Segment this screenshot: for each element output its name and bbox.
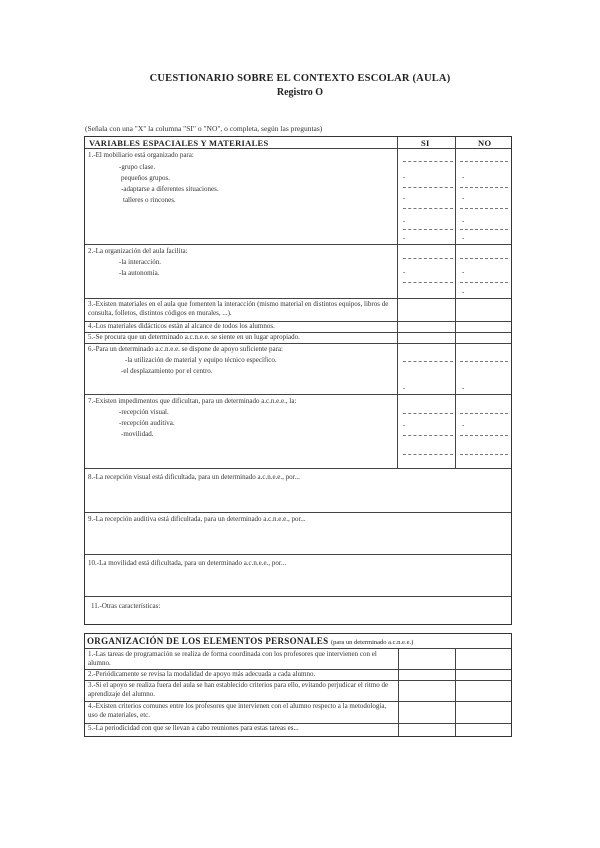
answer-line[interactable] [460, 454, 508, 455]
question-7: 7.-Existen impedimentos que dificultan, para un determinado a.c.n.e.e., la: [88, 397, 297, 405]
answer-line[interactable] [403, 229, 453, 230]
answer-line[interactable] [403, 187, 453, 188]
s2-question-3: 3.-Si el apoyo se realiza fuera del aula se han establecido criterios para ello, evitando perjudicar el ritmo de aprendizaje del alumno. [88, 681, 389, 698]
q6-option-1: -la utilización de material y equipo técnico específico. [125, 356, 277, 364]
answer-line[interactable] [403, 282, 453, 283]
question-3: 3.-Existen materiales en el aula que fomenten la interacción (mismo material en distintos equipos, libros de consulta, folletos, distintos códigos en murales, ...). [88, 300, 389, 318]
answer-line[interactable] [460, 258, 508, 259]
s2-question-2: 2.-Periódicamente se revisa la modalidad de apoyo más adecuada a cada alumno. [88, 670, 316, 678]
q2-option-2: -la autonomía. [119, 269, 160, 277]
s2-question-5: 5.-La periodicidad con que se llevan a cabo reuniones para estas tareas es... [88, 724, 299, 732]
q1-option-1: -grupo clase. [119, 163, 156, 171]
answer-line[interactable] [403, 435, 453, 436]
question-10: 10.-La movilidad está dificultada, para un determinado a.c.n.e.e., por... [88, 559, 287, 567]
q1-option-4: talleres o rincones. [123, 196, 176, 204]
answer-line[interactable] [403, 258, 453, 259]
page-subtitle: Registro O [276, 87, 324, 98]
answer-line[interactable] [460, 229, 508, 230]
q2-option-1: -la interacción. [119, 258, 161, 266]
question-11: 11.-Otras características: [91, 602, 161, 610]
answer-line[interactable] [460, 161, 508, 162]
s2-question-4: 4.-Existen criterios comunes entre los profesores que intervienen con el alumno respecto a la metodología, uso de materiales, etc. [88, 702, 387, 719]
answer-line[interactable] [403, 413, 453, 414]
q7-option-3: -movilidad. [121, 430, 154, 438]
question-8: 8.-La recepción visual está dificultada, para un determinado a.c.n.e.e., por... [88, 473, 300, 481]
personal-elements-table [84, 633, 512, 737]
section1-header: VARIABLES ESPACIALES Y MATERIALES [89, 138, 269, 148]
answer-line[interactable] [403, 454, 453, 455]
answer-line[interactable] [403, 161, 453, 162]
q6-option-2: -el desplazamiento por el centro. [121, 367, 213, 375]
answer-line[interactable] [460, 435, 508, 436]
answer-line[interactable] [460, 361, 508, 362]
question-5: 5.-Se procura que un determinado a.c.n.e.e. se siente en un lugar apropiado. [88, 333, 300, 341]
section2-header: ORGANIZACIÓN DE LOS ELEMENTOS PERSONALES [87, 636, 329, 646]
section2-header-note: (para un determinado a.c.n.e.e.) [330, 639, 414, 646]
question-9: 9.-La recepción auditiva está dificultada, para un determinado a.c.n.e.e., por... [88, 515, 306, 523]
col-si-header: SI [421, 138, 430, 148]
answer-line[interactable] [460, 187, 508, 188]
question-2: 2.-La organización del aula facilita: [88, 247, 188, 255]
answer-line[interactable] [460, 208, 508, 209]
col-no-header: NO [478, 138, 492, 148]
s2-question-1: 1.-Las tareas de programación se realiza de forma coordinada con los profesores que intervienen con el alumno. [88, 650, 377, 667]
answer-line[interactable] [403, 361, 453, 362]
page-title: CUESTIONARIO SOBRE EL CONTEXTO ESCOLAR (AULA) [149, 73, 451, 84]
instructions: (Señala con una "X" la columna "SI" o "NO", o completa, según las preguntas) [85, 124, 323, 133]
question-6: 6.-Para un determinado a.c.n.e.e. se dispone de apoyo suficiente para: [88, 345, 283, 353]
answer-line[interactable] [460, 282, 508, 283]
q7-option-2: -recepción auditiva. [119, 419, 175, 427]
q1-option-2: pequeños grupos. [121, 174, 170, 182]
variables-table: VARIABLES ESPACIALES Y MATERIALES SI NO 1.-El mobiliario está organizado para: -grupo clase. pequeños grupos. -adaptarse a diferentes situaciones. talleres o rincones. - - - - - - - - 2.-La organización del aula facilita: -la interacción. -la autonomía. - - - 3.-Existen materiales en el aula que fomenten la interacción (mismo material en distintos equipos, libros de consulta, folletos, distintos códigos en murales, ...). 4.-Los materiales didácticos están al alcance de todos los alumnos. 5.-Se procura que un determinado a.c.n.e.e. se siente en un lugar apropiado. 6.-Para un determinado a.c.n.e.e. se dispone de apoyo suficiente para: -la utilización de material y equipo técnico específico. -el desplazamiento por el centro. - - 7.-Existen impedimentos que dificultan, para un determinado a.c.n.e.e., la: -recepción visual. -recepción auditiva. -movilidad. - - 8.-La recepción visual está dificultada, para un determinado a.c.n.e.e., por... 9.-La recepción auditiva está dificultada, para un determinado a.c.n.e.e., por... 10.-La movilidad está dificultada, para un determinado a.c.n.e.e., por... 11.-Otras características: [84, 136, 512, 625]
answer-line[interactable] [403, 208, 453, 209]
q7-option-1: -recepción visual. [119, 408, 169, 416]
question-4: 4.-Los materiales didácticos están al alcance de todos los alumnos. [88, 322, 275, 330]
question-1: 1.-El mobiliario está organizado para: [88, 151, 194, 159]
answer-line[interactable] [460, 413, 508, 414]
q1-option-3: -adaptarse a diferentes situaciones. [121, 185, 219, 193]
